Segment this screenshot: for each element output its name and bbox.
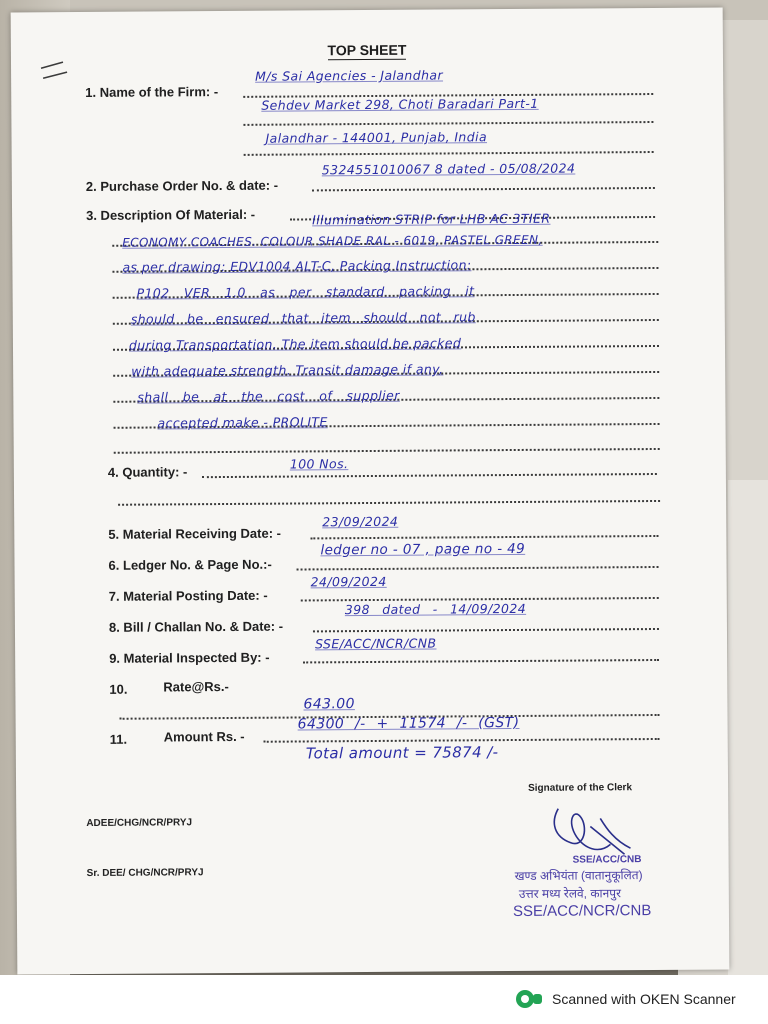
dotted-line: [310, 535, 658, 539]
description-line2: ECONOMY COACHES. COLOUR SHADE RAL - 6019, PASTEL GREEN,: [122, 232, 543, 250]
dotted-line: [297, 566, 659, 571]
dotted-line: [243, 121, 653, 126]
dotted-line: [244, 151, 654, 156]
scanner-text: Scanned with OKEN Scanner: [552, 991, 736, 1007]
dotted-line: [313, 628, 659, 632]
amount-number: 11.: [109, 731, 128, 747]
firm-address-line1: Sehdev Market 298, Choti Baradari Part-1: [261, 95, 539, 113]
background-paper-right-lower: [728, 480, 768, 980]
stamp-line3: उत्तर मध्य रेलवे, कानपुर: [518, 886, 622, 901]
description-line7: with adequate strength. Transit damage if any,: [131, 361, 444, 379]
ledger-value: ledger no - 07 , page no - 49: [320, 540, 526, 559]
bill-challan-label: 8. Bill / Challan No. & Date: -: [108, 618, 284, 635]
description-line4: P102 VER 1.0 as per standard packing it: [136, 283, 475, 301]
adee-footer-label: ADEE/CHG/NCR/PRYJ: [86, 817, 193, 829]
inspected-by-label: 9. Material Inspected By: -: [109, 649, 270, 666]
receiving-date-value: 23/09/2024: [322, 513, 399, 530]
dotted-line: [114, 448, 660, 454]
quantity-label: 4. Quantity: -: [107, 464, 188, 480]
rate-number: 10.: [109, 681, 128, 697]
description-line8: shall be at the cost of supplier: [137, 387, 400, 405]
dotted-line: [202, 473, 657, 478]
rate-label: Rate@Rs.-: [163, 678, 229, 695]
bill-challan-value: 398 dated - 14/09/2024: [344, 600, 527, 618]
stamp-line4: SSE/ACC/NCR/CNB: [512, 902, 652, 921]
dotted-line: [312, 187, 655, 191]
description-label: 3. Description Of Material: -: [86, 206, 256, 223]
description-line5: should be ensured that item should not rub: [130, 309, 476, 327]
dotted-line: [264, 738, 660, 743]
posting-date-label: 7. Material Posting Date: -: [108, 587, 268, 604]
quantity-value: 100 Nos.: [289, 456, 349, 472]
firm-name-label: 1. Name of the Firm: -: [85, 84, 219, 100]
ledger-label: 6. Ledger No. & Page No.:-: [108, 556, 272, 573]
total-amount-value: Total amount = 75874 /-: [305, 743, 499, 763]
receiving-date-label: 5. Material Receiving Date: -: [108, 525, 282, 542]
rate-value: 643.00: [303, 696, 355, 713]
firm-address-line2: Jalandhar - 144001, Punjab, India: [265, 129, 488, 146]
description-line3: as per drawing: EDV1004 ALT-C, Packing Instruction:: [122, 257, 472, 275]
dotted-line: [303, 659, 659, 663]
stamp-line2: खण्ड अभियंता (वातानुकूलित): [514, 868, 643, 883]
description-line6: during Transportation. The item should be packed: [128, 335, 462, 353]
description-line9: accepted make - PROLITE: [157, 414, 328, 431]
top-sheet-document: [11, 8, 730, 975]
scanner-watermark: [514, 988, 736, 1010]
amount-label: Amount Rs. -: [163, 728, 245, 745]
signature-label: Signature of the Clerk: [528, 782, 633, 794]
po-number-label: 2. Purchase Order No. & date: -: [85, 177, 279, 194]
sr-dee-footer-label: Sr. DEE/ CHG/NCR/PRYJ: [86, 867, 204, 879]
inspected-by-value: SSE/ACC/NCR/CNB: [315, 635, 437, 652]
document-title: TOP SHEET: [327, 41, 407, 59]
margin-mark-icon: [37, 60, 77, 90]
amount-value: 64300 /- + 11574 /- (GST): [297, 714, 520, 733]
po-number-value: 5324551010067 8 dated - 05/08/2024: [321, 160, 576, 178]
stamp-line1: SSE/ACC/CNB: [572, 854, 642, 866]
posting-date-value: 24/09/2024: [310, 573, 387, 590]
description-line1: Illumination STRIP for LHB AC 3TIER: [312, 210, 551, 228]
dotted-line: [118, 500, 660, 506]
oken-scanner-logo-icon: [514, 988, 544, 1010]
firm-name-value: M/s Sai Agencies - Jalandhar: [255, 67, 444, 84]
